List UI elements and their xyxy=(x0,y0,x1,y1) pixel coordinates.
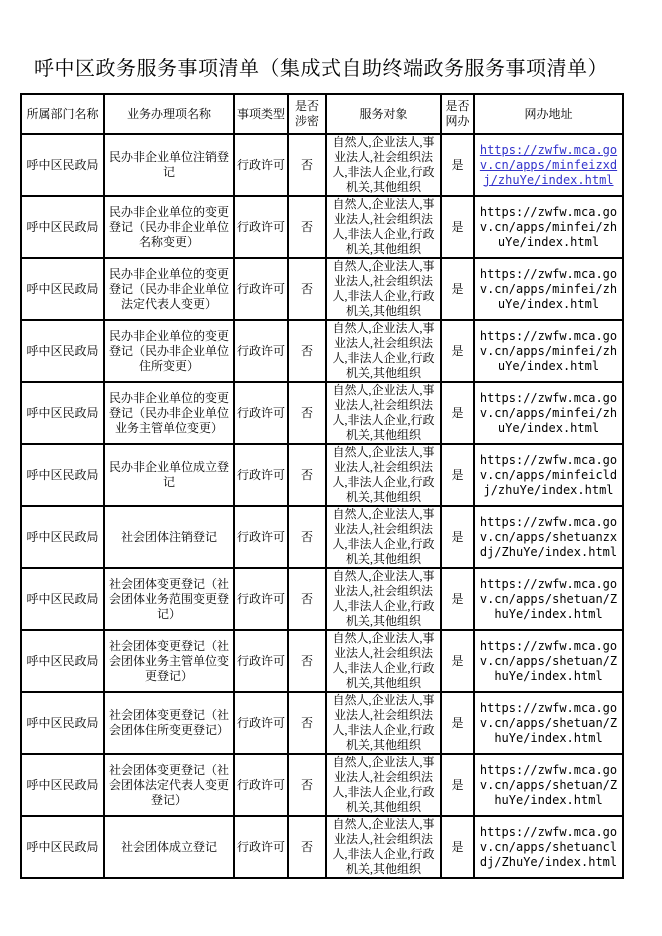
col-header-online: 是否网办 xyxy=(441,94,474,134)
item-name-cell: 民办非企业单位注销登记 xyxy=(104,134,234,196)
table-row xyxy=(21,134,623,196)
table-row xyxy=(21,258,623,320)
url-text: https://zwfw.mca.gov.cn/apps/shetuan/ZhuYe/index.html xyxy=(479,638,618,683)
service-target-cell: 自然人,企业法人,事业法人,社会组织法人,非法人企业,行政机关,其他组织 xyxy=(326,382,441,444)
col-header-classified: 是否涉密 xyxy=(288,94,326,134)
url-text: https://zwfw.mca.gov.cn/apps/minfeicldj/zhuYe/index.html xyxy=(479,452,618,497)
url-text: https://zwfw.mca.gov.cn/apps/shetuanzxdj/ZhuYe/index.html xyxy=(479,514,618,559)
item-name-cell: 社会团体变更登记（社会团体业务主管单位变更登记） xyxy=(104,630,234,692)
online-cell: 是 xyxy=(441,568,474,630)
url-cell xyxy=(474,630,623,692)
classified-cell: 否 xyxy=(288,506,326,568)
classified-cell: 否 xyxy=(288,258,326,320)
url-cell xyxy=(474,320,623,382)
table-row xyxy=(21,630,623,692)
department-cell: 呼中区民政局 xyxy=(21,382,104,444)
table-row xyxy=(21,320,623,382)
classified-cell: 否 xyxy=(288,444,326,506)
col-header-url: 网办地址 xyxy=(474,94,623,134)
url-text: https://zwfw.mca.gov.cn/apps/minfei/zhuYe/index.html xyxy=(479,204,618,249)
item-type-cell: 行政许可 xyxy=(234,444,288,506)
online-cell: 是 xyxy=(441,320,474,382)
classified-cell: 否 xyxy=(288,320,326,382)
url-cell xyxy=(474,382,623,444)
item-type-cell: 行政许可 xyxy=(234,754,288,816)
item-name-cell: 社会团体变更登记（社会团体法定代表人变更登记） xyxy=(104,754,234,816)
item-name-cell: 社会团体注销登记 xyxy=(104,506,234,568)
service-target-cell: 自然人,企业法人,事业法人,社会组织法人,非法人企业,行政机关,其他组织 xyxy=(326,196,441,258)
item-type-cell: 行政许可 xyxy=(234,692,288,754)
online-cell: 是 xyxy=(441,382,474,444)
service-target-cell: 自然人,企业法人,事业法人,社会组织法人,非法人企业,行政机关,其他组织 xyxy=(326,692,441,754)
url-text: https://zwfw.mca.gov.cn/apps/minfei/zhuYe/index.html xyxy=(479,390,618,435)
item-type-cell: 行政许可 xyxy=(234,506,288,568)
online-cell: 是 xyxy=(441,816,474,878)
classified-cell: 否 xyxy=(288,816,326,878)
classified-cell: 否 xyxy=(288,754,326,816)
service-target-cell: 自然人,企业法人,事业法人,社会组织法人,非法人企业,行政机关,其他组织 xyxy=(326,568,441,630)
item-type-cell: 行政许可 xyxy=(234,134,288,196)
item-type-cell: 行政许可 xyxy=(234,382,288,444)
department-cell: 呼中区民政局 xyxy=(21,444,104,506)
online-cell: 是 xyxy=(441,444,474,506)
department-cell: 呼中区民政局 xyxy=(21,506,104,568)
item-type-cell: 行政许可 xyxy=(234,568,288,630)
item-type-cell: 行政许可 xyxy=(234,816,288,878)
url-text: https://zwfw.mca.gov.cn/apps/shetuan/ZhuYe/index.html xyxy=(479,700,618,745)
table-row xyxy=(21,754,623,816)
url-text: https://zwfw.mca.gov.cn/apps/minfei/zhuYe/index.html xyxy=(479,266,618,311)
department-cell: 呼中区民政局 xyxy=(21,320,104,382)
url-text: https://zwfw.mca.gov.cn/apps/shetuan/ZhuYe/index.html xyxy=(479,576,618,621)
url-cell xyxy=(474,196,623,258)
item-name-cell: 社会团体变更登记（社会团体住所变更登记） xyxy=(104,692,234,754)
online-cell: 是 xyxy=(441,258,474,320)
online-cell: 是 xyxy=(441,134,474,196)
department-cell: 呼中区民政局 xyxy=(21,134,104,196)
table-row xyxy=(21,382,623,444)
url-text: https://zwfw.mca.gov.cn/apps/shetuancldj/ZhuYe/index.html xyxy=(479,824,618,869)
item-name-cell: 民办非企业单位的变更登记（民办非企业单位业务主管单位变更） xyxy=(104,382,234,444)
item-type-cell: 行政许可 xyxy=(234,258,288,320)
service-target-cell: 自然人,企业法人,事业法人,社会组织法人,非法人企业,行政机关,其他组织 xyxy=(326,134,441,196)
service-target-cell: 自然人,企业法人,事业法人,社会组织法人,非法人企业,行政机关,其他组织 xyxy=(326,816,441,878)
department-cell: 呼中区民政局 xyxy=(21,754,104,816)
item-name-cell: 民办非企业单位的变更登记（民办非企业单位名称变更） xyxy=(104,196,234,258)
department-cell: 呼中区民政局 xyxy=(21,816,104,878)
item-type-cell: 行政许可 xyxy=(234,320,288,382)
department-cell: 呼中区民政局 xyxy=(21,258,104,320)
service-target-cell: 自然人,企业法人,事业法人,社会组织法人,非法人企业,行政机关,其他组织 xyxy=(326,258,441,320)
table-row xyxy=(21,816,623,878)
col-header-item-name: 业务办理项名称 xyxy=(104,94,234,134)
url-cell xyxy=(474,568,623,630)
classified-cell: 否 xyxy=(288,196,326,258)
table-row xyxy=(21,196,623,258)
department-cell: 呼中区民政局 xyxy=(21,692,104,754)
service-target-cell: 自然人,企业法人,事业法人,社会组织法人,非法人企业,行政机关,其他组织 xyxy=(326,506,441,568)
department-cell: 呼中区民政局 xyxy=(21,630,104,692)
department-cell: 呼中区民政局 xyxy=(21,568,104,630)
online-cell: 是 xyxy=(441,692,474,754)
item-type-cell: 行政许可 xyxy=(234,196,288,258)
online-cell: 是 xyxy=(441,630,474,692)
item-name-cell: 社会团体变更登记（社会团体业务范围变更登记） xyxy=(104,568,234,630)
online-cell: 是 xyxy=(441,196,474,258)
item-name-cell: 社会团体成立登记 xyxy=(104,816,234,878)
table-header-row xyxy=(21,94,623,134)
service-target-cell: 自然人,企业法人,事业法人,社会组织法人,非法人企业,行政机关,其他组织 xyxy=(326,754,441,816)
col-header-department: 所属部门名称 xyxy=(21,94,104,134)
table-row xyxy=(21,506,623,568)
table-row xyxy=(21,692,623,754)
classified-cell: 否 xyxy=(288,630,326,692)
service-target-cell: 自然人,企业法人,事业法人,社会组织法人,非法人企业,行政机关,其他组织 xyxy=(326,444,441,506)
services-table xyxy=(20,93,624,879)
item-name-cell: 民办非企业单位的变更登记（民办非企业单位法定代表人变更） xyxy=(104,258,234,320)
classified-cell: 否 xyxy=(288,692,326,754)
url-cell xyxy=(474,692,623,754)
classified-cell: 否 xyxy=(288,568,326,630)
page-title: 呼中区政务服务事项清单（集成式自助终端政务服务事项清单） xyxy=(34,58,608,80)
department-cell: 呼中区民政局 xyxy=(21,196,104,258)
table-row xyxy=(21,568,623,630)
item-name-cell: 民办非企业单位的变更登记（民办非企业单位住所变更） xyxy=(104,320,234,382)
item-type-cell: 行政许可 xyxy=(234,630,288,692)
url-cell xyxy=(474,258,623,320)
table-row xyxy=(21,444,623,506)
classified-cell: 否 xyxy=(288,382,326,444)
url-cell xyxy=(474,506,623,568)
online-cell: 是 xyxy=(441,506,474,568)
url-cell xyxy=(474,754,623,816)
service-target-cell: 自然人,企业法人,事业法人,社会组织法人,非法人企业,行政机关,其他组织 xyxy=(326,630,441,692)
col-header-service-target: 服务对象 xyxy=(326,94,441,134)
url-cell xyxy=(474,444,623,506)
url-link[interactable]: https://zwfw.mca.gov.cn/apps/minfeizxdj/zhuYe/index.html xyxy=(479,142,618,187)
col-header-item-type: 事项类型 xyxy=(234,94,288,134)
service-target-cell: 自然人,企业法人,事业法人,社会组织法人,非法人企业,行政机关,其他组织 xyxy=(326,320,441,382)
url-cell xyxy=(474,816,623,878)
url-text: https://zwfw.mca.gov.cn/apps/shetuan/ZhuYe/index.html xyxy=(479,762,618,807)
item-name-cell: 民办非企业单位成立登记 xyxy=(104,444,234,506)
url-text: https://zwfw.mca.gov.cn/apps/minfei/zhuYe/index.html xyxy=(479,328,618,373)
online-cell: 是 xyxy=(441,754,474,816)
url-cell xyxy=(474,134,623,196)
classified-cell: 否 xyxy=(288,134,326,196)
